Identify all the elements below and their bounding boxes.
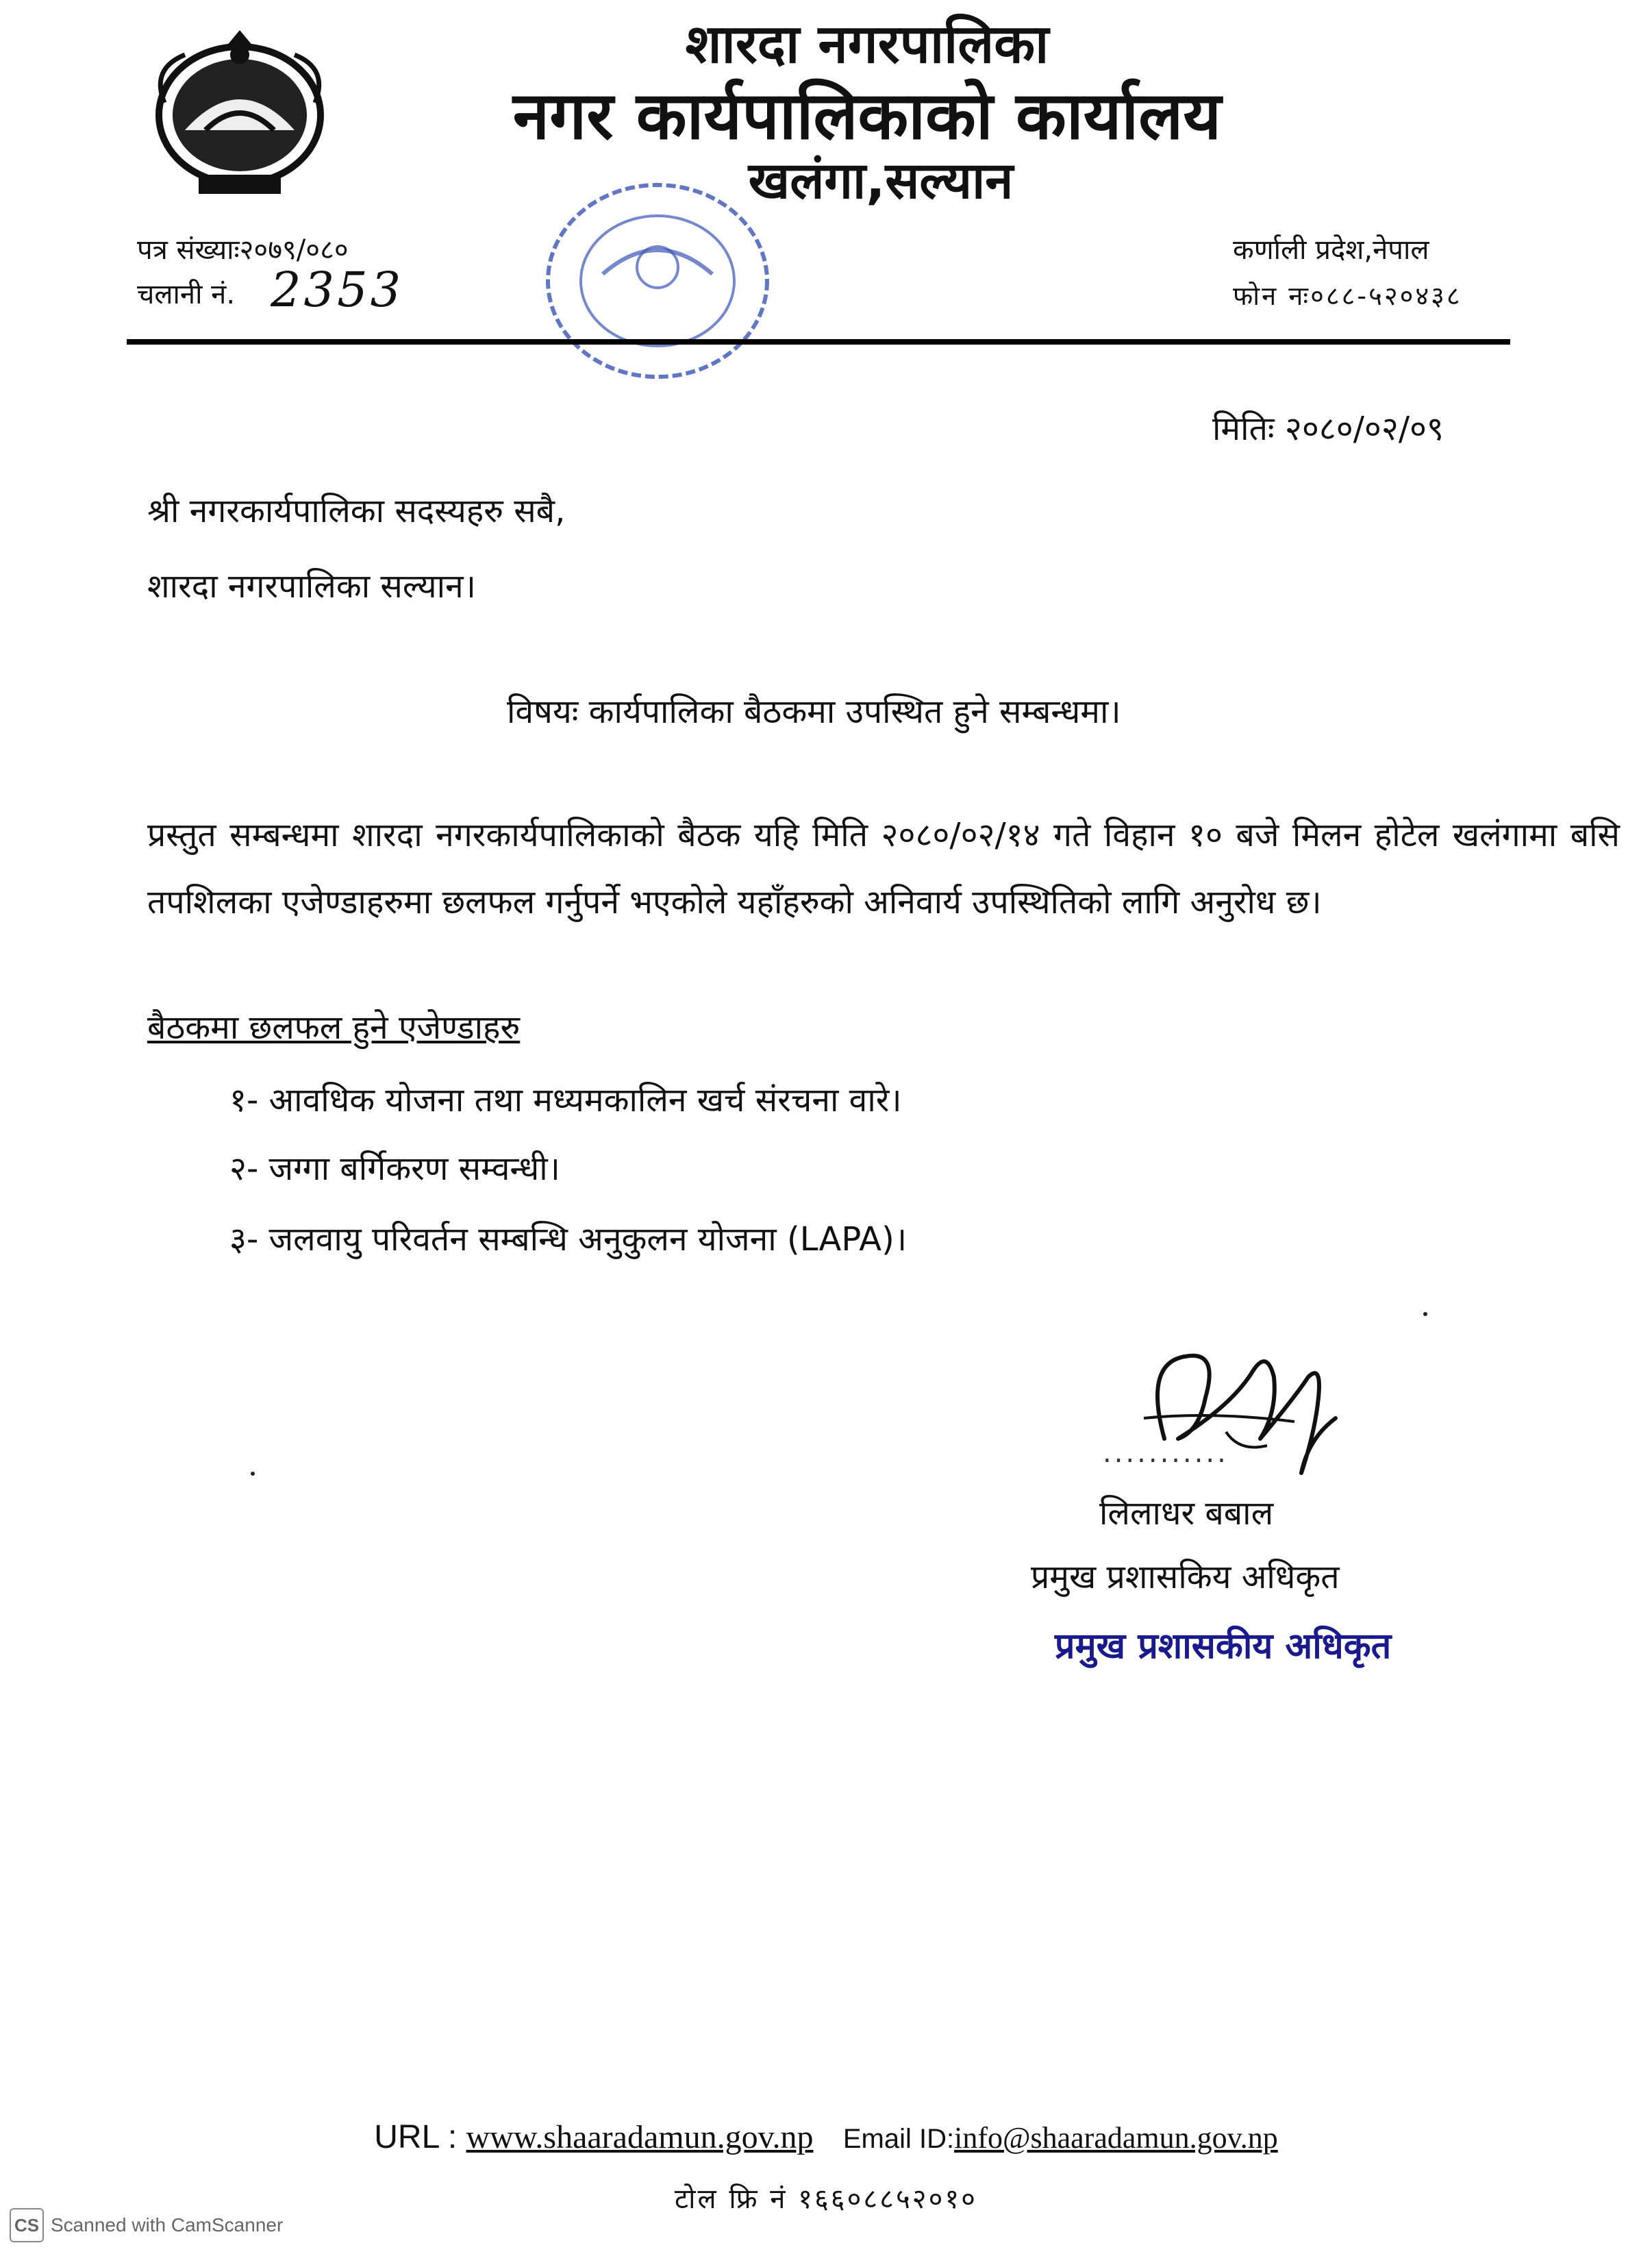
email-label: Email ID: [842, 2124, 955, 2154]
signer-title: प्रमुख प्रशासकिय अधिकृत [1031, 1558, 1340, 1596]
tollfree-number: टोल फ्रि नं १६६०८८५२०१० [675, 2183, 977, 2215]
header-divider [127, 339, 1510, 345]
phone-number: फोन नः०८८-५२०४३८ [1233, 281, 1462, 311]
signature-dotted-line: ........... [1103, 1437, 1229, 1469]
dispatch-number: 2353 [271, 262, 404, 318]
recipient-line-1: श्री नगरकार्यपालिका सदस्यहरु सबै, [147, 492, 566, 530]
email-link[interactable]: info@shaaradamun.gov.np [954, 2121, 1278, 2155]
recipient-line-2: शारदा नगरपालिका सल्यान। [147, 567, 476, 606]
agenda-heading: बैठकमा छलफल हुने एजेण्डाहरु [147, 1008, 521, 1047]
footer-url [374, 2119, 823, 2155]
signer-title-stamp: प्रमुख प्रशासकीय अधिकृत [1055, 1626, 1392, 1667]
camscanner-icon: CS [10, 2208, 44, 2242]
website-link[interactable]: www.shaaradamun.gov.np [466, 2119, 814, 2155]
url-label: URL : [374, 2119, 458, 2155]
letterhead-municipality: शारदा नगरपालिका [685, 14, 1049, 75]
reference-number: पत्र संख्याः२०७९/०८० [137, 234, 349, 266]
scan-speck [1423, 1312, 1427, 1316]
footer-contact [0, 2118, 1652, 2156]
letter-date: मितिः २०८०/०२/०९ [1212, 410, 1444, 448]
agenda-item: ३- जलवायु परिवर्तन सम्बन्धि अनुकुलन योजना (LAPA)। [229, 1220, 908, 1259]
agenda-item: २- जग्गा बर्गिकरण सम्वन्धी। [229, 1150, 560, 1188]
letterhead-location: खलंगा,सल्यान [748, 151, 1014, 210]
handwritten-signature [1103, 1336, 1363, 1494]
letter-subject: विषयः कार्यपालिका बैठकमा उपस्थित हुने सम्बन्धमा। [507, 693, 1121, 731]
camscanner-watermark [10, 2207, 283, 2243]
letter-body: प्रस्तुत सम्बन्धमा शारदा नगरकार्यपालिकाको बैठक यहि मिति २०८०/०२/१४ गते विहान १० बजे मिलन होटेल खलंगामा बसि तपशिलका एजेण्डाहरुमा छलफल गर्नुपर्ने भएकोले यहाँहरुको अनिवार्य उपस्थितिको लागि अनुरोध छ। [147, 816, 1620, 921]
dispatch-label: चलानी नं. [137, 279, 236, 310]
signer-name: लिलाधर बबाल [1099, 1494, 1274, 1533]
office-stamp [521, 164, 794, 397]
province-text: कर्णाली प्रदेश,नेपाल [1233, 234, 1429, 266]
camscanner-text: Scanned with CamScanner [51, 2214, 284, 2236]
scan-speck [251, 1472, 255, 1476]
letterhead-office: नगर कार्यपालिकाको कार्यालय [512, 77, 1222, 154]
agenda-item: १- आवधिक योजना तथा मध्यमकालिन खर्च संरचना वारे। [229, 1081, 902, 1119]
footer-email [842, 2121, 1278, 2155]
